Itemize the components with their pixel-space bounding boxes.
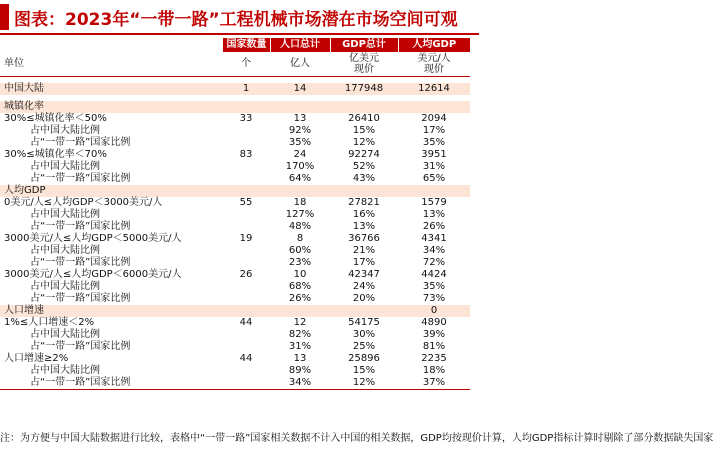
- row-label: 占中国大陆比例: [30, 209, 100, 220]
- row-label: 中国大陆: [0, 83, 222, 95]
- cell-value: 4341: [421, 233, 447, 244]
- header-gdp-per-capita: 人均GDP: [398, 38, 470, 52]
- row-label: 1%≤人口增速＜2%: [4, 317, 95, 328]
- cell-value: 26: [239, 269, 253, 280]
- cell-value: 65%: [422, 173, 446, 184]
- cell-value: 24%: [352, 281, 376, 292]
- cell-value: [222, 161, 270, 173]
- row-label: 占“一带一路”国家比例: [30, 221, 131, 232]
- cell-value: 92%: [288, 125, 312, 136]
- section-value: [398, 185, 470, 197]
- cell-value: 15%: [352, 365, 376, 376]
- cell-value: 48%: [288, 221, 312, 232]
- cell-value: 25896: [348, 353, 380, 364]
- row-label: 占“一带一路”国家比例: [30, 257, 131, 268]
- cell-value: 44: [239, 317, 253, 328]
- cell-value: 54175: [348, 317, 380, 328]
- cell-value: 4424: [421, 269, 447, 280]
- cell-value: 3951: [421, 149, 447, 160]
- ratio-row: [0, 365, 470, 377]
- cell-value: 30%: [352, 329, 376, 340]
- cell-value: [222, 221, 270, 233]
- cell-value: 1579: [421, 197, 447, 208]
- cell-value: 17%: [352, 257, 376, 268]
- cell-value: 60%: [288, 245, 312, 256]
- cell-value: 25%: [352, 341, 376, 352]
- cell-value: 92274: [348, 149, 380, 160]
- section-value: 0: [398, 305, 470, 317]
- cell-value: [222, 209, 270, 221]
- header-cell: [0, 38, 222, 52]
- cell-value: 42347: [348, 269, 380, 280]
- cell-value: 72%: [422, 257, 446, 268]
- cell-value: 12: [293, 317, 307, 328]
- ratio-row: [0, 221, 470, 233]
- cell-value: 33: [239, 113, 253, 124]
- cell-value: 52%: [352, 161, 376, 172]
- row-label: 占“一带一路”国家比例: [0, 377, 222, 390]
- cell-value: 18: [293, 197, 307, 208]
- row-label: 0美元/人≤人均GDP＜3000美元/人: [4, 197, 163, 208]
- cell-value: 4890: [421, 317, 447, 328]
- ratio-row: [0, 293, 470, 305]
- ratio-row: [0, 161, 470, 173]
- ratio-row: [0, 173, 470, 185]
- cell-value: 43%: [352, 173, 376, 184]
- cell-value: 55: [239, 197, 253, 208]
- cell-value: 34%: [422, 245, 446, 256]
- cell-value: [222, 257, 270, 269]
- row-label: 3000美元/人≤人均GDP＜5000美元/人: [4, 233, 182, 244]
- ratio-row: [0, 329, 470, 341]
- ratio-row: [0, 209, 470, 221]
- row-label: 占“一带一路”国家比例: [30, 293, 131, 304]
- cell-value: 13%: [352, 221, 376, 232]
- row-label: 3000美元/人≤人均GDP＜6000美元/人: [4, 269, 182, 280]
- cell-value: 24: [293, 149, 307, 160]
- row-label: 占中国大陆比例: [30, 161, 100, 172]
- header-population: 人口总计: [270, 38, 330, 52]
- cell-value: 68%: [288, 281, 312, 292]
- cell-value: 83: [239, 149, 253, 160]
- cell-value: 13%: [422, 209, 446, 220]
- cell-value: 2094: [421, 113, 447, 124]
- ratio-row: [0, 125, 470, 137]
- cell-value: [222, 125, 270, 137]
- cell-value: 89%: [288, 365, 312, 376]
- cell-value: 17%: [422, 125, 446, 136]
- cell-value: 13: [293, 353, 307, 364]
- cell-value: 18%: [422, 365, 446, 376]
- cell-value: 44: [239, 353, 253, 364]
- page-title: 图表：2023年“一带一路”工程机械市场潜在市场空间可观: [14, 10, 458, 30]
- group-row: [0, 233, 470, 245]
- row-label: 占中国大陆比例: [30, 125, 100, 136]
- row-label: 占中国大陆比例: [30, 281, 100, 292]
- cell-value: [222, 377, 270, 390]
- cell-value: 2235: [421, 353, 447, 364]
- cell-value: 31%: [422, 161, 446, 172]
- cell-value: 177948: [330, 83, 398, 95]
- section-value: [398, 101, 470, 113]
- cell-value: 26%: [288, 293, 312, 304]
- cell-value: 36766: [348, 233, 380, 244]
- cell-value: [222, 173, 270, 185]
- cell-value: 14: [270, 83, 330, 95]
- cell-value: 19: [239, 233, 253, 244]
- cell-value: 64%: [288, 173, 312, 184]
- section-label: 人口增速: [0, 305, 398, 317]
- row-label: 单位: [0, 52, 222, 77]
- cell-value: 12%: [330, 377, 398, 390]
- mainland-row: [0, 83, 470, 95]
- cell-value: 82%: [288, 329, 312, 340]
- footnote: 注：为方便与中国大陆数据进行比较，表格中“一带一路”国家相关数据不计入中国的相关数据，GDP均按现价计算，人均GDP指标计算时剔除了部分数据缺失国家: [0, 433, 713, 444]
- header-row: [0, 38, 470, 52]
- row-label: 人口增速≥2%: [4, 353, 69, 364]
- cell-value: 12%: [352, 137, 376, 148]
- cell-value: [222, 341, 270, 353]
- cell-value: 34%: [270, 377, 330, 390]
- cell-value: 27821: [348, 197, 380, 208]
- cell-value: 16%: [352, 209, 376, 220]
- ratio-row: [0, 245, 470, 257]
- cell-value: 26%: [422, 221, 446, 232]
- cell-value: [222, 281, 270, 293]
- ratio-row: [0, 377, 470, 390]
- group-row: [0, 317, 470, 329]
- cell-value: 35%: [288, 137, 312, 148]
- group-row: [0, 149, 470, 161]
- ratio-row: [0, 257, 470, 269]
- cell-value: 亿人: [270, 52, 330, 77]
- cell-value: 39%: [422, 329, 446, 340]
- title-rule: [0, 33, 479, 35]
- cell-value: 21%: [352, 245, 376, 256]
- row-label: 30%≤城镇化率＜70%: [4, 149, 107, 160]
- title-bar: [0, 0, 479, 36]
- section-label: 人均GDP: [0, 185, 398, 197]
- group-row: [0, 353, 470, 365]
- row-label: 占“一带一路”国家比例: [30, 341, 131, 352]
- header-country-count: 国家数量: [222, 38, 270, 52]
- cell-value: 20%: [352, 293, 376, 304]
- ratio-row: [0, 137, 470, 149]
- cell-value: 1: [222, 83, 270, 95]
- cell-value: [222, 137, 270, 149]
- cell-value: 26410: [348, 113, 380, 124]
- cell-value: 个: [222, 52, 270, 77]
- group-row: [0, 113, 470, 125]
- cell-value: [222, 329, 270, 341]
- cell-value: 23%: [288, 257, 312, 268]
- row-label: 占中国大陆比例: [30, 365, 100, 376]
- title-accent-bar: [0, 4, 9, 30]
- cell-value: 8: [296, 233, 304, 244]
- group-row: [0, 269, 470, 281]
- header-gdp: GDP总计: [330, 38, 398, 52]
- cell-value: [222, 293, 270, 305]
- cell-value: 美元/人 现价: [398, 52, 470, 77]
- cell-value: 35%: [422, 281, 446, 292]
- cell-value: 15%: [352, 125, 376, 136]
- cell-value: 127%: [285, 209, 315, 220]
- section-header-row: [0, 101, 470, 113]
- section-label: 城镇化率: [0, 101, 398, 113]
- cell-value: [222, 365, 270, 377]
- cell-value: 81%: [422, 341, 446, 352]
- cell-value: 亿美元 现价: [330, 52, 398, 77]
- cell-value: 10: [293, 269, 307, 280]
- section-header-row: [0, 305, 470, 317]
- ratio-row: [0, 341, 470, 353]
- cell-value: 31%: [288, 341, 312, 352]
- row-label: 30%≤城镇化率＜50%: [4, 113, 107, 124]
- cell-value: 73%: [422, 293, 446, 304]
- cell-value: [222, 245, 270, 257]
- row-label: 占“一带一路”国家比例: [30, 137, 131, 148]
- group-row: [0, 197, 470, 209]
- section-header-row: [0, 185, 470, 197]
- units-row: [0, 52, 470, 77]
- cell-value: 35%: [422, 137, 446, 148]
- cell-value: 170%: [285, 161, 315, 172]
- cell-value: 37%: [398, 377, 470, 390]
- row-label: 占中国大陆比例: [30, 245, 100, 256]
- cell-value: 12614: [398, 83, 470, 95]
- cell-value: 13: [293, 113, 307, 124]
- row-label: 占中国大陆比例: [30, 329, 100, 340]
- row-label: 占“一带一路”国家比例: [30, 173, 131, 184]
- ratio-row: [0, 281, 470, 293]
- data-table: [0, 38, 470, 390]
